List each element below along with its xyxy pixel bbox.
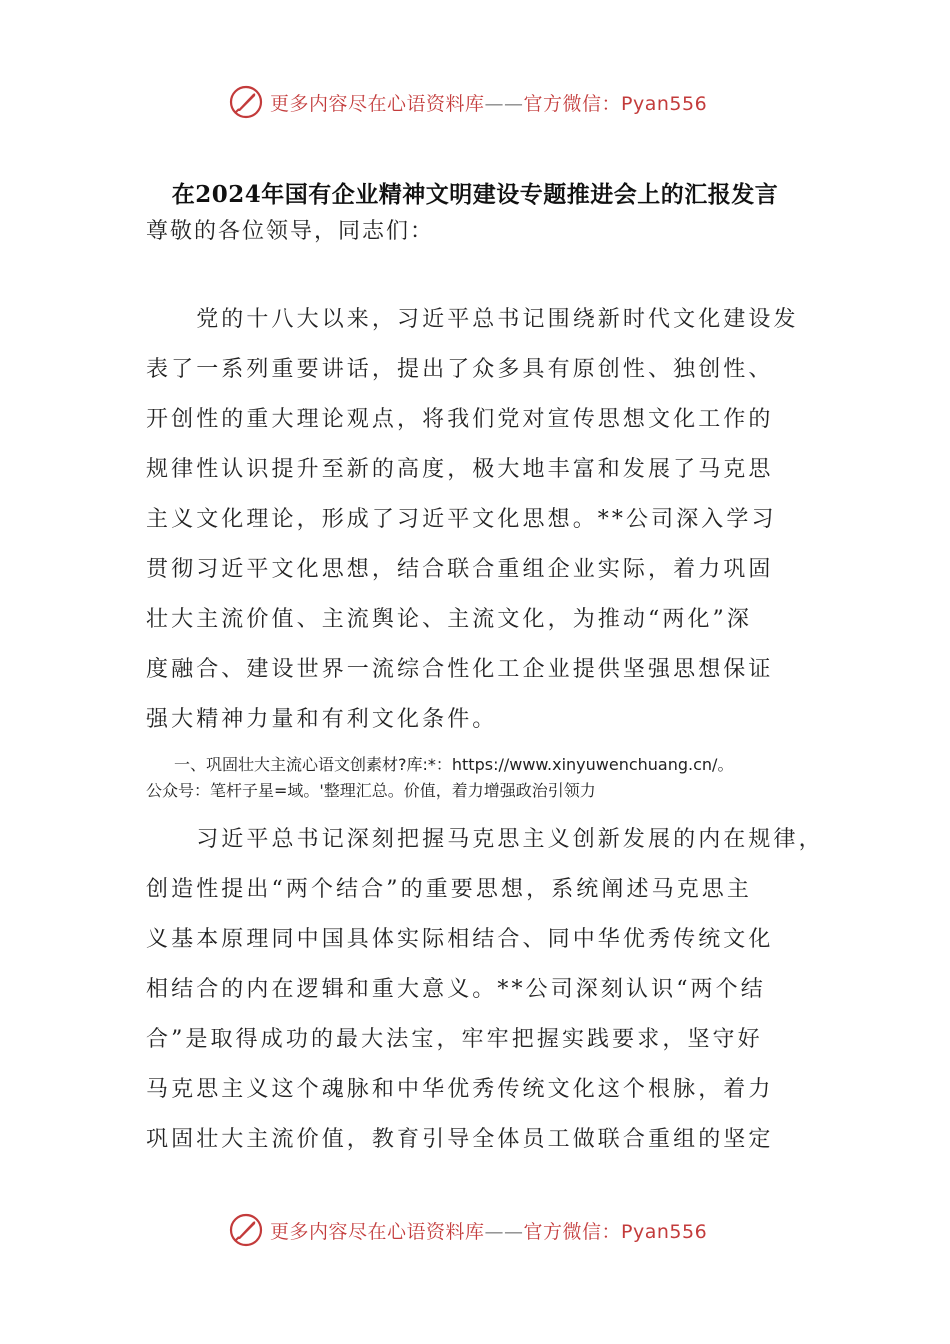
document-title: 在2024年国有企业精神文明建设专题推进会上的汇报发言 — [171, 181, 779, 208]
banner-text — [270, 89, 707, 116]
header-banner — [228, 80, 748, 124]
paragraph-line: 主义文化理论，形成了习近平文化思想。**公司深入学习 — [146, 507, 777, 532]
paragraph-line: 相结合的内在逻辑和重大意义。**公司深刻认识“两个结 — [146, 977, 766, 1002]
footer-banner — [228, 1208, 748, 1252]
paragraph-line: 合”是取得成功的最大法宝，牢牢把握实践要求，坚守好 — [146, 1027, 763, 1052]
banner-main: 更多内容尽在心语资料库 — [270, 92, 485, 115]
paragraph-line: 度融合、建设世界一流综合性化工企业提供坚强思想保证 — [146, 657, 774, 682]
paragraph-2 — [146, 815, 824, 1165]
paragraph-line: 强大精神力量和有利文化条件。 — [146, 707, 498, 732]
paragraph-line: 规律性认识提升至新的高度，极大地丰富和发展了马克思 — [146, 457, 774, 482]
banner-main: 更多内容尽在心语资料库 — [270, 1220, 485, 1243]
banner-wechat: 官方微信：Pyan556 — [523, 92, 708, 115]
banner-text — [270, 1217, 707, 1244]
paragraph-line: 党的十八大以来，习近平总书记围绕新时代文化建设发 — [146, 307, 799, 332]
greeting: 尊敬的各位领导，同志们： — [146, 219, 435, 244]
banner-wechat: 官方微信：Pyan556 — [523, 1220, 708, 1243]
section-heading — [146, 752, 826, 804]
paragraph-line: 习近平总书记深刻把握马克思主义创新发展的内在规律， — [146, 827, 824, 852]
paragraph-line: 壮大主流价值、主流舆论、主流文化，为推动“两化”深 — [146, 607, 752, 632]
paragraph-line: 马克思主义这个魂脉和中华优秀传统文化这个根脉，着力 — [146, 1077, 774, 1102]
paragraph-line: 巩固壮大主流价值，教育引导全体员工做联合重组的坚定 — [146, 1127, 774, 1152]
paragraph-line: 义基本原理同中国具体实际相结合、同中华优秀传统文化 — [146, 927, 774, 952]
paragraph-line: 开创性的重大理论观点，将我们党对宣传思想文化工作的 — [146, 407, 774, 432]
quill-logo-icon — [228, 1212, 264, 1248]
paragraph-line: 表了一系列重要讲话，提出了众多具有原创性、独创性、 — [146, 357, 774, 382]
banner-separator: —— — [484, 92, 524, 115]
paragraph-line: 贯彻习近平文化思想，结合联合重组企业实际，着力巩固 — [146, 557, 774, 582]
quill-logo-icon — [228, 84, 264, 120]
section-heading-line-1: 一、巩固壮大主流心语文创素材?库:*：https://www.xinyuwenchuang.cn/。 — [174, 755, 734, 774]
paragraph-1 — [146, 295, 818, 745]
section-heading-line-2: 公众号：笔杆子星=域。'整理汇总。价值，着力增强政治引领力 — [146, 781, 596, 800]
banner-separator: —— — [484, 1220, 524, 1243]
paragraph-line: 创造性提出“两个结合”的重要思想，系统阐述马克思主 — [146, 877, 752, 902]
